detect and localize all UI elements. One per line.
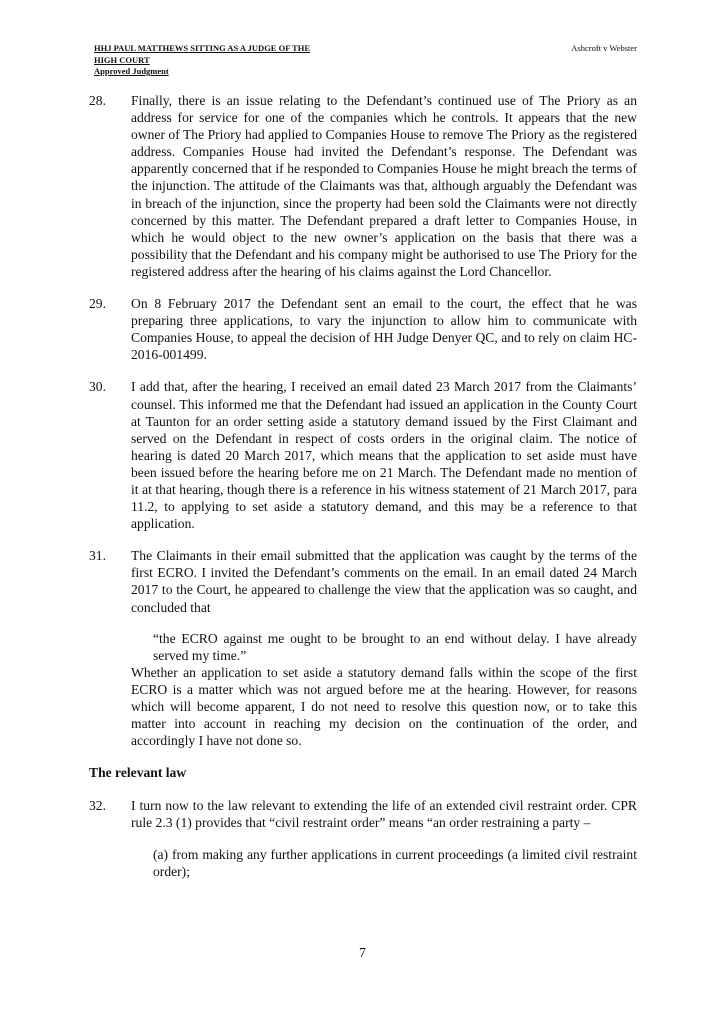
paragraph-31 bbox=[89, 547, 637, 749]
paragraph-29 bbox=[89, 295, 637, 363]
paragraph-text-continued: Whether an application to set aside a statutory demand falls within the scope of the first ECRO is a matter which was not argued before me at the hearing. However, for reasons which will become apparent, I do not need to resolve this question now, or to take this matter into account in reaching my decision on the continuation of the order, and accordingly I have not done so. bbox=[131, 664, 637, 749]
block-quote: (a) from making any further applications in current proceedings (a limited civil restraint order); bbox=[153, 846, 637, 879]
judgment-body bbox=[89, 92, 637, 895]
paragraph-body bbox=[131, 547, 637, 749]
paragraph-number: 29. bbox=[89, 296, 106, 312]
paragraph-number: 30. bbox=[89, 379, 106, 395]
header-court-line: HIGH COURT bbox=[94, 54, 150, 65]
paragraph-28 bbox=[89, 92, 637, 280]
paragraph-text: On 8 February 2017 the Defendant sent an email to the court, the effect that he was preparing three applications, to vary the injunction to allow him to communicate with Companies House, to appeal the decision of HH Judge Denyer QC, and to rely on claim HC-2016-001499. bbox=[131, 296, 637, 363]
running-header-left bbox=[94, 43, 310, 78]
page-number: 7 bbox=[359, 946, 366, 961]
block-quote: “the ECRO against me ought to be brought to an end without delay. I have already served my time.” bbox=[153, 630, 637, 663]
paragraph-30 bbox=[89, 378, 637, 532]
paragraph-body bbox=[131, 797, 637, 879]
header-approved-line: Approved Judgment bbox=[94, 66, 169, 76]
paragraph-number: 32. bbox=[89, 798, 106, 814]
running-header-case-name: Ashcroft v Webster bbox=[571, 43, 637, 53]
paragraph-text: I turn now to the law relevant to extending the life of an extended civil restraint order. CPR rule 2.3 (1) provides that “civil restraint order” means “an order restraining a party – bbox=[131, 798, 637, 831]
paragraph-32 bbox=[89, 797, 637, 879]
section-heading: The relevant law bbox=[89, 765, 187, 781]
header-judge-line: HHJ PAUL MATTHEWS SITTING AS A JUDGE OF THE bbox=[94, 43, 311, 53]
paragraph-number: 28. bbox=[89, 93, 106, 108]
paragraph-text: I add that, after the hearing, I received an email dated 23 March 2017 from the Claimants’ counsel. This informed me that the Defendant had issued an application in the County Court at Taunton for an order setting aside a statutory demand issued by the First Claimant and served on the Defendant in respect of costs orders in the original claim. The notice of hearing is dated 20 March 2017, which means that the application to set aside must have been issued before the hearing before me on 21 March. The Defendant made no mention of it at that hearing, though there is a reference in his witness statement of 21 March 2017, para 11.2, to applying to set aside a statutory demand, and this may be a reference to that application. bbox=[131, 379, 637, 532]
paragraph-text: Finally, there is an issue relating to the Defendant’s continued use of The Priory as an address for service for one of the companies which he controls. It appears that the new owner of The Priory had applied to Companies House to remove The Priory as the registered address. Companies House had invited the Defendant’s response. The Defendant was apparently concerned that if he responded to Companies House he might breach the terms of the injunction. The attitude of the Claimants was that, although arguably the Defendant was in breach of the injunction, since the property had been sold the Claimants were not directly concerned by this matter. The Defendant prepared a draft letter to Companies House, in which he would object to the new owner’s application on the basis that there was a possibility that the Defendant and his company might be authorised to use The Priory for the registered address after the hearing of his claims against the Lord Chancellor. bbox=[131, 93, 637, 279]
paragraph-text: The Claimants in their email submitted that the application was caught by the terms of the first ECRO. I invited the Defendant’s comments on the email. In an email dated 24 March 2017 to the Court, he appeared to challenge the view that the application was so caught, and concluded that bbox=[131, 548, 637, 615]
paragraph-number: 31. bbox=[89, 548, 106, 564]
